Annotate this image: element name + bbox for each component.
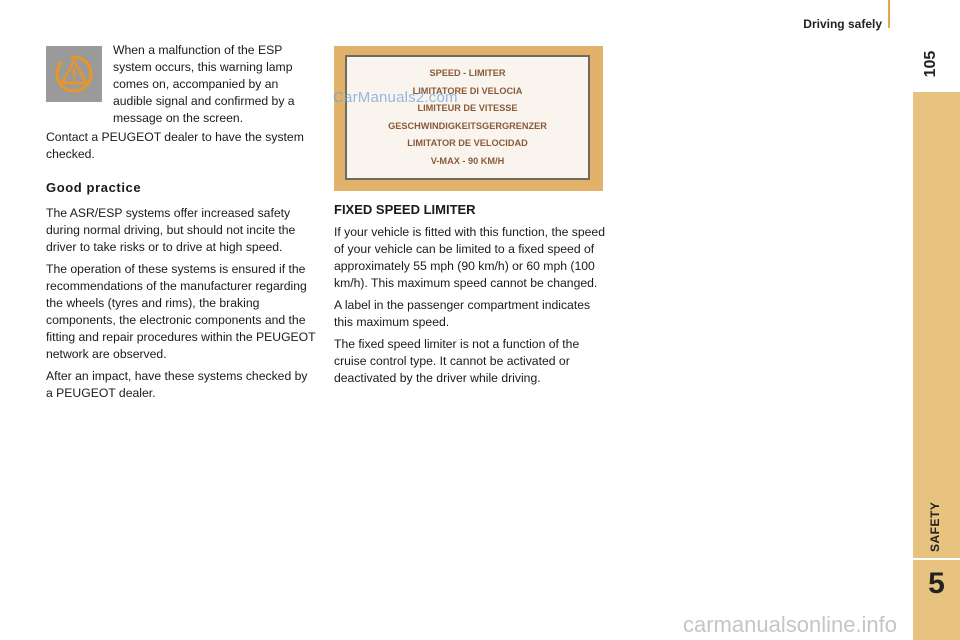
label-line: V-MAX - 90 KM/H (430, 155, 505, 166)
good-practice-paragraph: The ASR/ESP systems offer increased safety during normal driving, but should not incite the driver to take risks or to drive at high speed. (46, 206, 296, 254)
fixed-speed-limiter-body (334, 224, 609, 392)
label-line: LIMITATOR DE VELOCIDAD (407, 138, 528, 148)
label-line: LIMITATORE DI VELOCIA (412, 85, 523, 96)
label-line: LIMITEUR DE VITESSE (417, 103, 518, 113)
fixed-speed-paragraph: If your vehicle is fitted with this function, the speed of your vehicle can be limited to a fixed speed of approximately 55 mph (90 km/h) or 60 mph (100 km/h). This maximum speed cannot be changed. (334, 225, 605, 290)
good-practice-paragraph: After an impact, have these systems checked by a PEUGEOT dealer. (46, 369, 308, 400)
label-line: SPEED - LIMITER (429, 68, 506, 78)
chapter-label: SAFETY (928, 501, 942, 552)
esp-warning-triangle-icon (46, 46, 102, 102)
good-practice-body (46, 205, 316, 407)
speed-limiter-label-image (334, 46, 603, 191)
fixed-speed-paragraph: The fixed speed limiter is not a function of the cruise control type. It cannot be activated or deactivated by the driver while driving. (334, 337, 580, 385)
speed-limiter-label-card (345, 55, 590, 180)
fixed-speed-paragraph: A label in the passenger compartment indicates this maximum speed. (334, 298, 591, 329)
chapter-number: 5 (928, 567, 945, 600)
fixed-speed-limiter-heading: FIXED SPEED LIMITER (334, 202, 476, 217)
contact-dealer-text: Contact a PEUGEOT dealer to have the system checked. (46, 130, 304, 161)
page-number: 105 (922, 50, 939, 78)
top-watermark: CarManuals2.com (333, 89, 458, 106)
good-practice-paragraph: The operation of these systems is ensured if the recommendations of the manufacturer regarding the wheels (tyres and rims), the braking components, the electronic components and the fitting and repair procedures within the PEUGEOT network are observed. (46, 262, 316, 361)
section-title: Driving safely (803, 17, 882, 31)
esp-malfunction-text: When a malfunction of the ESP system occurs, this warning lamp comes on, accompanied by an audible signal and confirmed by a message on the screen. (113, 43, 295, 125)
good-practice-heading: Good practice (46, 180, 142, 195)
label-line: GESCHWINDIGKEITSGERGRENZER (388, 120, 547, 131)
footer-watermark: carmanualsonline.info (683, 612, 898, 637)
header-accent-line (888, 0, 890, 28)
side-tab-divider (913, 558, 960, 560)
chapter-side-tab (913, 92, 960, 640)
